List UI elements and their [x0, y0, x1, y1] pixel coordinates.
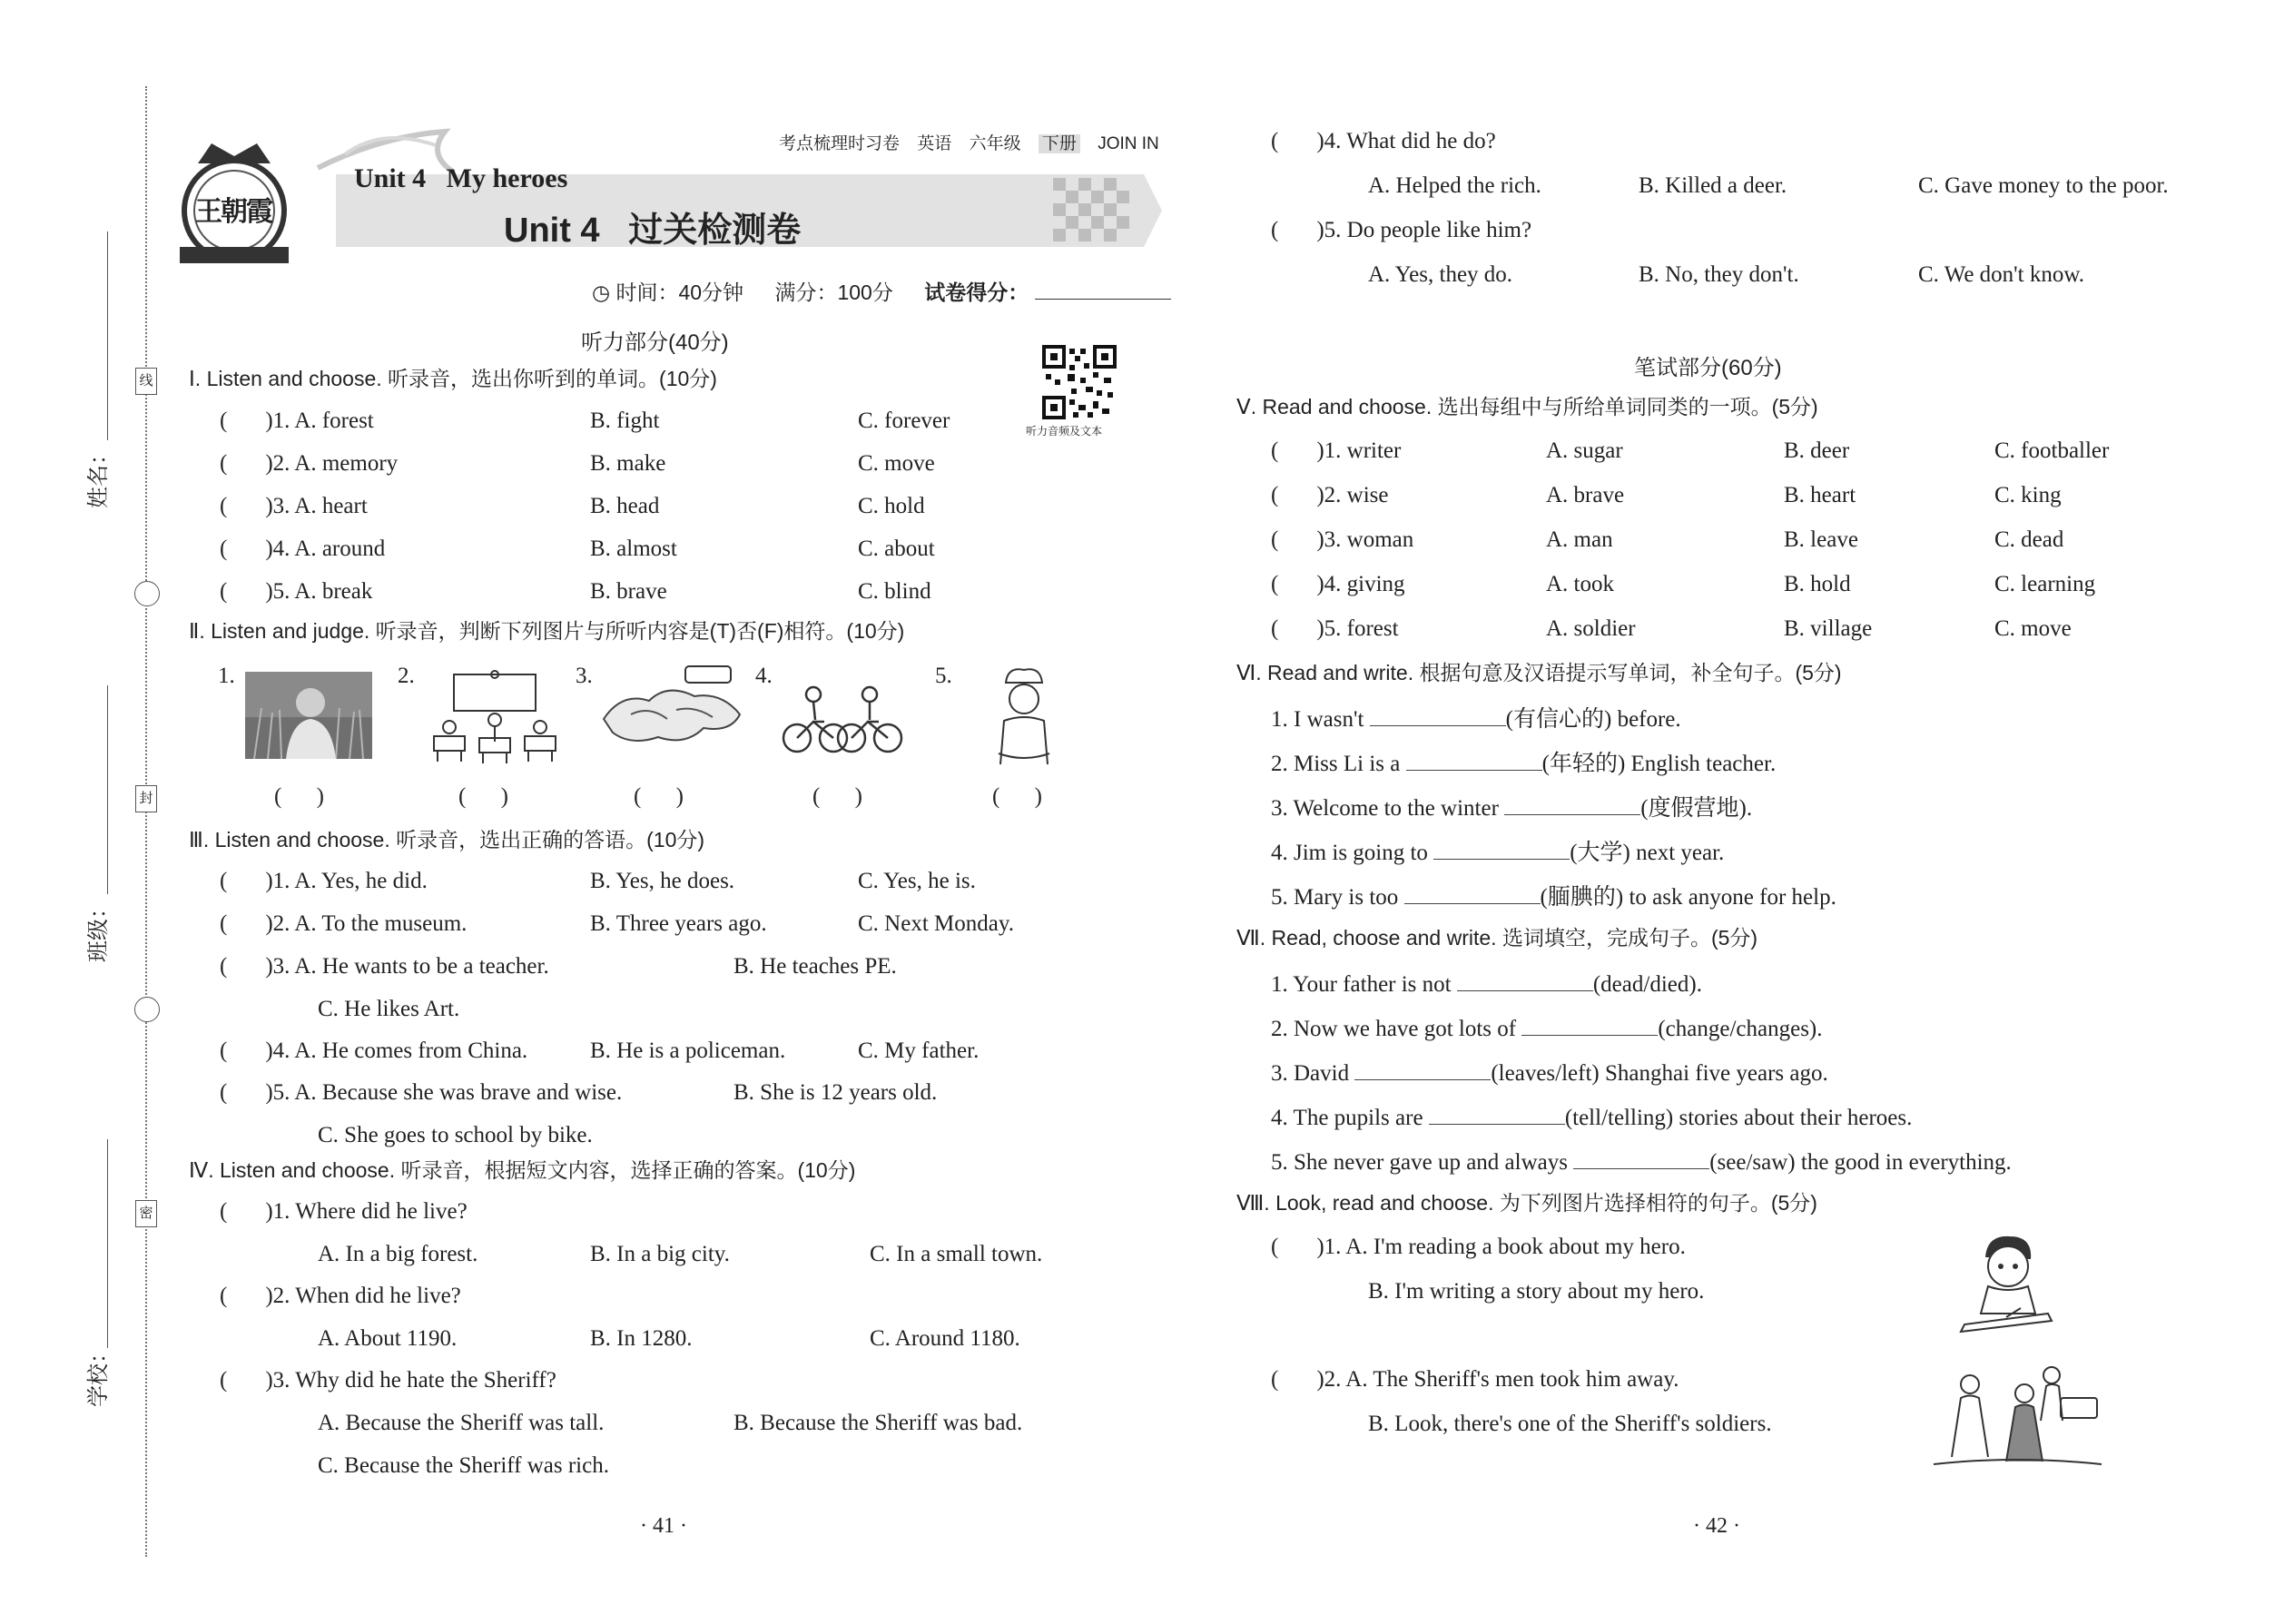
option-c: C. hold: [858, 494, 925, 518]
option-b: B. brave: [590, 579, 667, 604]
option-b: B. No, they don't.: [1639, 262, 1799, 287]
list-item[interactable]: ( )5. forest: [1271, 616, 1399, 641]
full-score: 满分：100分: [774, 281, 893, 304]
option-b: B. head: [590, 494, 660, 518]
monster-picture: [595, 664, 749, 755]
time-label: 时间：40分钟: [615, 281, 744, 304]
qr-caption: 听力音频及文本: [1026, 425, 1103, 438]
book-volume: 下册: [1039, 134, 1080, 153]
list-item[interactable]: ( )4. What did he do?: [1271, 129, 1496, 153]
seal-box-line: 线: [135, 368, 157, 395]
section-4-title: Ⅳ. Listen and choose. 听录音，根据短文内容，选择正确的答案。(10分): [189, 1158, 856, 1182]
answer-blank[interactable]: [1433, 837, 1570, 860]
seal-box-secret: 密: [135, 1200, 157, 1227]
option-c: C. Because the Sheriff was rich.: [318, 1453, 609, 1478]
option-c: C. Around 1180.: [870, 1326, 1020, 1351]
option-b: B. She is 12 years old.: [733, 1080, 938, 1105]
list-item[interactable]: ( )3. Why did he hate the Sheriff?: [220, 1368, 556, 1393]
section-3-title: Ⅲ. Listen and choose. 听录音，选出正确的答语。(10分): [189, 828, 705, 851]
picture-number: 3.: [576, 664, 593, 688]
option-b: B. Because the Sheriff was bad.: [733, 1411, 1023, 1435]
option-c: C. Gave money to the poor.: [1918, 173, 2169, 198]
section-1-title: Ⅰ. Listen and choose. 听录音，选出你听到的单词。(10分): [189, 367, 717, 390]
option-c: C. dead: [1994, 527, 2064, 552]
answer-blank[interactable]: [1573, 1147, 1709, 1169]
answer-paren[interactable]: ( ): [634, 784, 684, 809]
chef-picture: [980, 663, 1067, 772]
answer-blank[interactable]: [1429, 1102, 1565, 1125]
fill-item: 1. I wasn't (有信心的) before.: [1271, 704, 1681, 733]
punch-hole-icon: [134, 581, 160, 606]
list-item[interactable]: ( )3. A. heart: [220, 494, 368, 518]
option-c: C. My father.: [858, 1038, 980, 1063]
list-item[interactable]: ( )1. A. forest: [220, 408, 374, 433]
option-b: B. Three years ago.: [590, 911, 767, 936]
classroom-picture: [427, 667, 563, 767]
list-item[interactable]: ( )1. A. I'm reading a book about my hero.: [1271, 1235, 1686, 1259]
answer-blank[interactable]: [1406, 748, 1542, 771]
book-edition: JOIN IN: [1098, 134, 1159, 153]
page-number-left: · 41 ·: [640, 1514, 687, 1538]
boy-writing-picture: [1952, 1230, 2061, 1339]
fill-item: 2. Now we have got lots of (change/changes).: [1271, 1013, 1823, 1043]
school-label: 学校：: [85, 1342, 111, 1407]
option-a: A. brave: [1546, 483, 1625, 507]
list-item[interactable]: ( )2. A. memory: [220, 451, 399, 476]
option-b: B. fight: [590, 408, 660, 433]
option-c: C. move: [858, 451, 935, 476]
option-c: C. king: [1994, 483, 2062, 507]
list-item[interactable]: ( )4. giving: [1271, 572, 1405, 596]
fill-item: 5. Mary is too (腼腆的) to ask anyone for help.: [1271, 881, 1836, 911]
logo-text: 王朝霞: [195, 196, 271, 228]
option-c: C. learning: [1994, 572, 2096, 596]
book-series: 考点梳理时习卷: [779, 134, 901, 153]
list-item[interactable]: ( )3. woman: [1271, 527, 1414, 552]
fill-item: 1. Your father is not (dead/died).: [1271, 969, 1702, 999]
option-c: C. move: [1994, 616, 2072, 641]
name-write-line: [107, 231, 108, 440]
farmer-photo: [245, 672, 372, 759]
fill-item: 2. Miss Li is a (年轻的) English teacher.: [1271, 748, 1776, 778]
fill-item: 3. Welcome to the winter (度假营地).: [1271, 792, 1752, 822]
section-6-title: Ⅵ. Read and write. 根据句意及汉语提示写单词，补全句子。(5分): [1236, 661, 1842, 684]
fill-item: 5. She never gave up and always (see/saw) the good in everything.: [1271, 1147, 2012, 1176]
answer-blank[interactable]: [1354, 1058, 1491, 1080]
option-a: A. took: [1546, 572, 1614, 596]
option-b: B. Killed a deer.: [1639, 173, 1787, 198]
option-c: C. Next Monday.: [858, 911, 1014, 936]
option-b: B. In 1280.: [590, 1326, 693, 1351]
option-b: B. He teaches PE.: [733, 954, 897, 979]
option-b: B. In a big city.: [590, 1242, 730, 1266]
list-item[interactable]: ( )4. A. around: [220, 536, 386, 561]
option-c: C. He likes Art.: [318, 997, 460, 1021]
answer-paren[interactable]: ( ): [458, 784, 508, 809]
option-c: C. blind: [858, 579, 931, 604]
option-b: B. Yes, he does.: [590, 869, 735, 893]
cycling-picture: [781, 676, 903, 758]
score-label: 试卷得分：: [924, 281, 1029, 304]
option-b: B. heart: [1784, 483, 1856, 507]
answer-blank[interactable]: [1457, 969, 1593, 991]
answer-paren[interactable]: ( ): [812, 784, 862, 809]
sheriff-soldiers-picture: [1925, 1357, 2106, 1471]
school-write-line: [107, 1139, 108, 1348]
list-item[interactable]: ( )5. A. break: [220, 579, 373, 604]
listening-header: 听力部分(40分): [581, 330, 729, 355]
name-label: 姓名：: [85, 443, 111, 508]
option-a: A. Helped the rich.: [1368, 173, 1541, 198]
answer-blank[interactable]: [1370, 704, 1506, 726]
list-item[interactable]: ( )2. When did he live?: [220, 1284, 461, 1308]
list-item[interactable]: ( )5. A. Because she was brave and wise.: [220, 1080, 623, 1105]
option-c: C. footballer: [1994, 438, 2110, 463]
option-a: A. In a big forest.: [318, 1242, 478, 1266]
option-b: B. He is a policeman.: [590, 1038, 786, 1063]
exam-meta: [592, 276, 1171, 306]
section-5-title: Ⅴ. Read and choose. 选出每组中与所给单词同类的一项。(5分): [1236, 395, 1818, 418]
seal-box-seal: 封: [135, 785, 157, 812]
answer-paren[interactable]: ( ): [274, 784, 324, 809]
picture-number: 2.: [398, 664, 415, 688]
book-subject: 英语: [917, 134, 952, 153]
list-item[interactable]: ( )2. A. To the museum.: [220, 911, 468, 936]
punch-hole-icon: [134, 997, 160, 1022]
fill-item: 4. Jim is going to (大学) next year.: [1271, 837, 1724, 867]
list-item[interactable]: ( )3. A. He wants to be a teacher.: [220, 954, 549, 979]
list-item[interactable]: ( )1. Where did he live?: [220, 1199, 468, 1224]
option-c: C. forever: [858, 408, 950, 433]
answer-blank[interactable]: [1504, 792, 1640, 815]
option-a: A. About 1190.: [318, 1326, 458, 1351]
option-b: B. deer: [1784, 438, 1850, 463]
qr-code-icon[interactable]: [1042, 345, 1117, 419]
option-c: C. about: [858, 536, 935, 561]
clock-icon: ◷: [592, 281, 611, 304]
list-item[interactable]: ( )4. A. He comes from China.: [220, 1038, 528, 1063]
class-write-line: [107, 685, 108, 894]
list-item[interactable]: ( )1. A. Yes, he did.: [220, 869, 428, 893]
option-c: C. Yes, he is.: [858, 869, 976, 893]
page-number-right: · 42 ·: [1693, 1514, 1740, 1538]
option-a: A. sugar: [1546, 438, 1623, 463]
option-b: B. village: [1784, 616, 1873, 641]
option-b: B. Look, there's one of the Sheriff's soldiers.: [1368, 1412, 1772, 1436]
section-7-title: Ⅶ. Read, choose and write. 选词填空，完成句子。(5分): [1236, 926, 1758, 950]
section-2-title: Ⅱ. Listen and judge. 听录音，判断下列图片与所听内容是(T)否(F)相符。(10分): [189, 619, 905, 643]
answer-paren[interactable]: ( ): [992, 784, 1042, 809]
writing-header: 笔试部分(60分): [1634, 356, 1782, 380]
option-c: C. In a small town.: [870, 1242, 1043, 1266]
class-label: 班级：: [85, 897, 111, 962]
list-item[interactable]: ( )5. Do people like him?: [1271, 218, 1532, 242]
option-b: B. make: [590, 451, 666, 476]
unit-subtitle: Unit 4 My heroes: [354, 163, 568, 193]
picture-number: 1.: [218, 664, 235, 688]
section-8-title: Ⅷ. Look, read and choose. 为下列图片选择相符的句子。(5分): [1236, 1191, 1817, 1215]
option-a: A. Yes, they do.: [1368, 262, 1513, 287]
option-a: A. Because the Sheriff was tall.: [318, 1411, 605, 1435]
list-item[interactable]: ( )2. wise: [1271, 483, 1389, 507]
book-grade: 六年级: [969, 134, 1021, 153]
option-a: A. soldier: [1546, 616, 1636, 641]
answer-blank[interactable]: [1521, 1013, 1658, 1036]
option-c: C. We don't know.: [1918, 262, 2085, 287]
option-b: B. almost: [590, 536, 677, 561]
answer-blank[interactable]: [1404, 881, 1541, 904]
option-a: A. man: [1546, 527, 1613, 552]
list-item[interactable]: ( )1. writer: [1271, 438, 1402, 463]
score-field[interactable]: [1035, 281, 1171, 300]
option-b: B. I'm writing a story about my hero.: [1368, 1279, 1705, 1304]
option-b: B. hold: [1784, 572, 1851, 596]
binding-dotted-line: [145, 86, 147, 1557]
picture-number: 5.: [935, 664, 952, 688]
option-b: B. leave: [1784, 527, 1858, 552]
page-title: Unit 4 过关检测卷: [504, 212, 802, 250]
picture-number: 4.: [755, 664, 773, 688]
list-item[interactable]: ( )2. A. The Sheriff's men took him away.: [1271, 1367, 1679, 1392]
option-c: C. She goes to school by bike.: [318, 1123, 593, 1147]
fill-item: 3. David (leaves/left) Shanghai five years ago.: [1271, 1058, 1828, 1088]
fill-item: 4. The pupils are (tell/telling) stories about their heroes.: [1271, 1102, 1912, 1132]
